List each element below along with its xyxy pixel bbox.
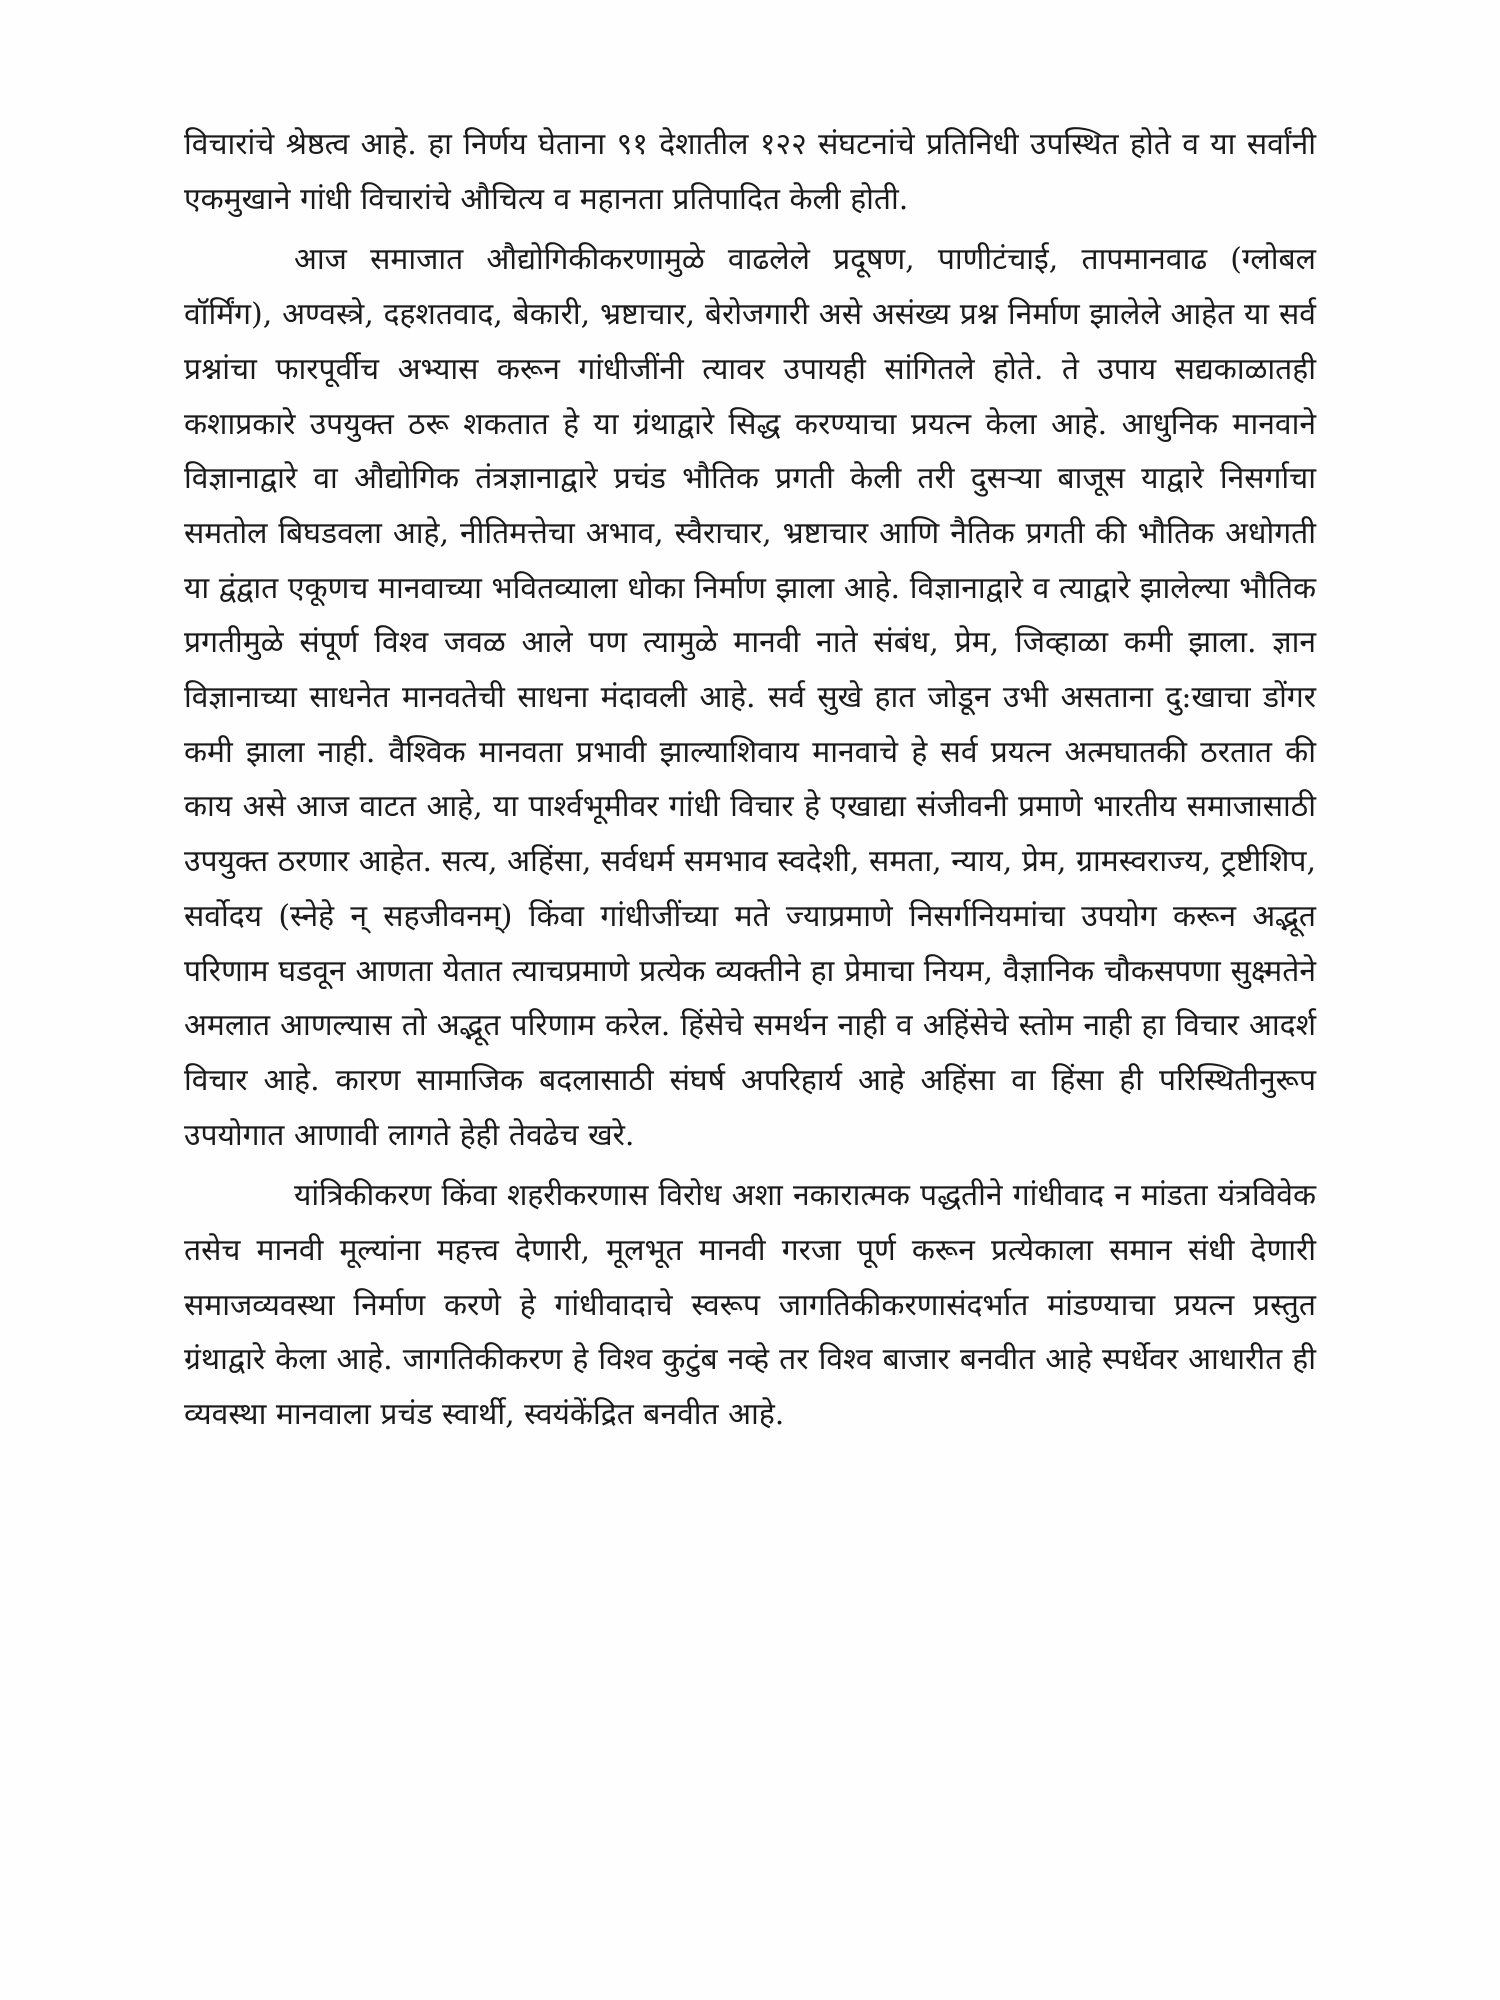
paragraph-globalization: यांत्रिकीकरण किंवा शहरीकरणास विरोध अशा नकारात्मक पद्धतीने गांधीवाद न मांडता यंत्रविवेक तसेच मानवी मूल्यांना महत्त्व देणारी, मूलभूत मानवी गरजा पूर्ण करून प्रत्येकाला समान संधी देणारी समाजव्यवस्था निर्माण करणे हे गांधीवादाचे स्वरूप जागतिकीकरणासंदर्भात मांडण्याचा प्रयत्न प्रस्तुत ग्रंथाद्वारे केला आहे. जागतिकीकरण हे विश्व कुटुंब नव्हे तर विश्व बाजार बनवीत आहे स्पर्धेवर आधारीत ही व्यवस्था मानवाला प्रचंड स्वार्थी, स्वयंकेंद्रित बनवीत आहे.: [184, 1178, 1316, 1433]
paragraph-problems-and-gandhi-thought: आज समाजात औद्योगिकीकरणामुळे वाढलेले प्रदूषण, पाणीटंचाई, तापमानवाढ (ग्लोबल वॉर्मिंग), अण्वस्त्रे, दहशतवाद, बेकारी, भ्रष्टाचार, बेरोजगारी असे असंख्य प्रश्न निर्माण झालेले आहेत या सर्व प्रश्नांचा फारपूर्वीच अभ्यास करून गांधीजींनी त्यावर उपायही सांगितले होते. ते उपाय सद्यकाळातही कशाप्रकारे उपयुक्त ठरू शकतात हे या ग्रंथाद्वारे सिद्ध करण्याचा प्रयत्न केला आहे. आधुनिक मानवाने विज्ञानाद्वारे वा औद्योगिक तंत्रज्ञानाद्वारे प्रचंड भौतिक प्रगती केली तरी दुसऱ्या बाजूस याद्वारे निसर्गाचा समतोल बिघडवला आहे, नीतिमत्तेचा अभाव, स्वैराचार, भ्रष्टाचार आणि नैतिक प्रगती की भौतिक अधोगती या द्वंद्वात एकूणच मानवाच्या भवितव्याला धोका निर्माण झाला आहे. विज्ञानाद्वारे व त्याद्वारे झालेल्या भौतिक प्रगतीमुळे संपूर्ण विश्व जवळ आले पण त्यामुळे मानवी नाते संबंध, प्रेम, जिव्हाळा कमी झाला. ज्ञान विज्ञानाच्या साधनेत मानवतेची साधना मंदावली आहे. सर्व सुखे हात जोडून उभी असताना दु:खाचा डोंगर कमी झाला नाही. वैश्विक मानवता प्रभावी झाल्याशिवाय मानवाचे हे सर्व प्रयत्न अत्मघातकी ठरतात की काय असे आज वाटत आहे, या पार्श्वभूमीवर गांधी विचार हे एखाद्या संजीवनी प्रमाणे भारतीय समाजासाठी उपयुक्त ठरणार आहेत. सत्य, अहिंसा, सर्वधर्म समभाव स्वदेशी, समता, न्याय, प्रेम, ग्रामस्वराज्य, ट्रष्टीशिप, सर्वोदय (स्नेहे न् सहजीवनम्) किंवा गांधीजींच्या मते ज्याप्रमाणे निसर्गनियमांचा उपयोग करून अद्भूत परिणाम घडवून आणता येतात त्याचप्रमाणे प्रत्येक व्यक्तीने हा प्रेमाचा नियम, वैज्ञानिक चौकसपणा सुक्ष्मतेने अमलात आणल्यास तो अद्भूत परिणाम करेल. हिंसेचे समर्थन नाही व अहिंसेचे स्तोम नाही हा विचार आदर्श विचार आहे. कारण सामाजिक बदलासाठी संघर्ष अपरिहार्य आहे अहिंसा वा हिंसा ही परिस्थितीनुरूप उपयोगात आणावी लागते हेही तेवढेच खरे.: [184, 242, 1316, 1153]
body-text: [184, 118, 1316, 1443]
paragraph-continuation: विचारांचे श्रेष्ठत्व आहे. हा निर्णय घेताना ९१ देशातील १२२ संघटनांचे प्रतिनिधी उपस्थित होते व या सर्वांनी एकमुखाने गांधी विचारांचे औचित्य व महानता प्रतिपादित केली होती.: [184, 127, 1316, 217]
